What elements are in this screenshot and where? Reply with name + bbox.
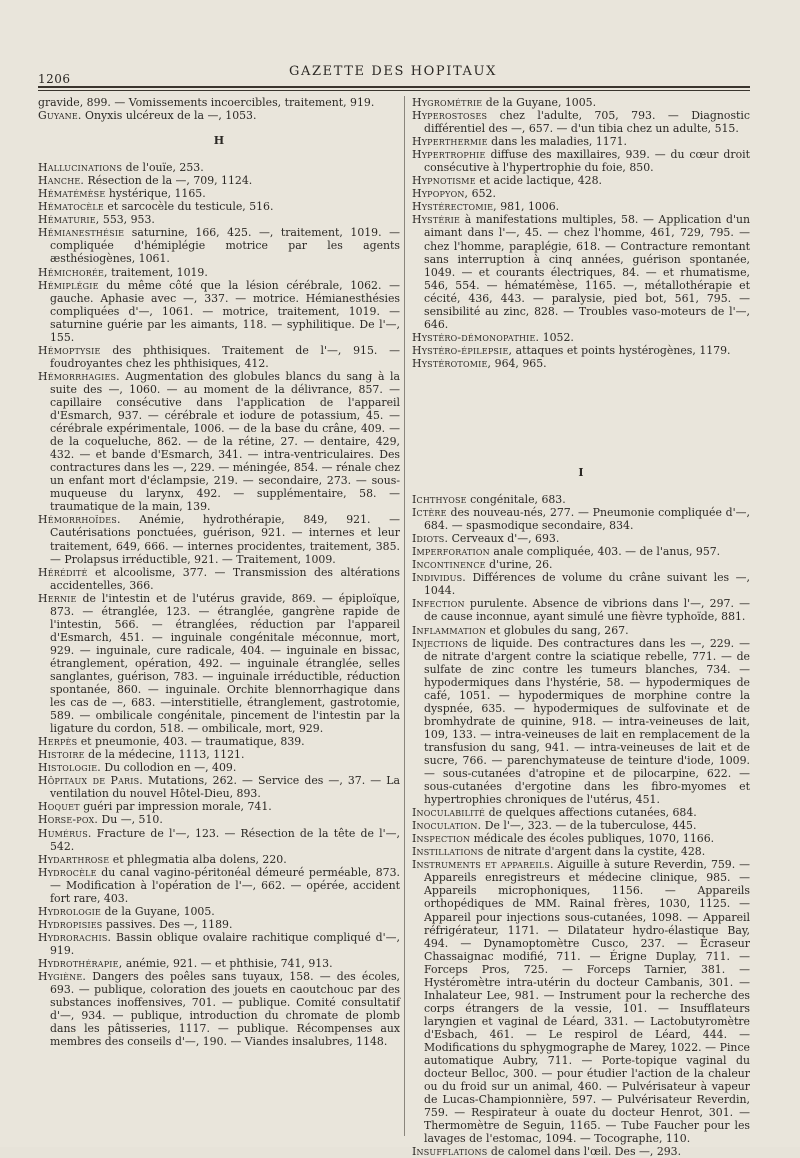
entry-text: dans les maladies, 1171. [487, 135, 628, 149]
entry-text: Fracture de l'—, 123. — Résection de la tête de l'—, 542. [50, 826, 400, 853]
entry-heading: Incontinence [412, 558, 486, 572]
index-entry [38, 905, 400, 918]
entry-text: de l'ouïe, 253. [122, 161, 204, 175]
entry-text: Dangers des poêles sans tuyaux, 158. — des écoles, 693. — publique, coloration des jouets en caoutchouc par des substances inoffensives, 701. — publique. Comité consultatif d'—, 934. — publique, introduction du chromate de plomb dans les pâtisseries, 1117. — publique. Récompenses aux membres des conseils d'—, 190. — Viandes insalubres, 1148. [50, 970, 400, 1049]
entry-text: Onyxis ulcéreux de la —, 1053. [81, 109, 257, 123]
entry-heading: Hémorrhagies. [38, 369, 120, 383]
entry-heading: Hypertrophie [412, 148, 486, 162]
entry-text: Résection de la —, 709, 1124. [84, 174, 253, 188]
entry-text: guéri par impression morale, 741. [79, 800, 272, 814]
entry-heading: Histoire [38, 748, 85, 762]
entry-text: saturnine, 166, 425. —, traitement, 1019. — compliquée d'hémiplégie motrice par les agents æsthésiogènes, 1061. [50, 226, 400, 266]
entry-heading: Hémiplégie [38, 278, 99, 292]
entry-heading: Injections [412, 636, 469, 650]
entry-text: médicale des écoles publiques, 1070, 1166. [470, 832, 715, 846]
entry-text: des phthisiques. Traitement de l'—, 915. — foudroyantes chez les phthisiques, 412. [50, 343, 400, 370]
entry-heading: Herpès [38, 735, 78, 749]
entry-text: traitement, 1019. [107, 265, 208, 279]
entry-heading: Hérédité [38, 565, 88, 579]
header-rule-thick [38, 86, 750, 88]
index-entry [412, 148, 750, 174]
index-entries-h-continued [412, 96, 750, 370]
index-entry [38, 279, 400, 344]
index-entry [38, 748, 400, 761]
entry-heading: Hystérie [412, 213, 461, 227]
index-entry [38, 344, 400, 370]
index-entry [412, 1145, 750, 1158]
entry-text: congénitale, 683. [466, 493, 566, 507]
entry-heading: Ichthyose [412, 493, 467, 507]
entry-text: Du collodion en —, 409. [100, 761, 237, 775]
entry-text: chez l'adulte, 705, 793. — Diagnostic différentiel des —, 657. — d'un tibia chez un adulte, 515. [424, 109, 750, 136]
entry-heading: Idiots. [412, 532, 449, 546]
entry-text: diffuse des maxillaires, 939. — du cœur droit consécutive à l'hypertrophie du foie, 850. [424, 148, 750, 175]
index-entry [38, 827, 400, 853]
entry-heading: Individus. [412, 571, 466, 585]
entry-text: Bassin oblique ovalaire rachitique compliqué d'—, 919. [50, 930, 400, 957]
index-entry [38, 161, 400, 174]
index-entry [412, 109, 750, 135]
index-entry [38, 109, 400, 122]
entry-heading: Hémichorée, [38, 265, 108, 279]
index-entry [412, 858, 750, 1145]
section-letter-h: H [213, 134, 225, 148]
entry-text: et pneumonie, 403. — traumatique, 839. [77, 735, 305, 749]
entry-text: 652. [468, 187, 496, 201]
entry-text: de quelques affections cutanées, 684. [485, 806, 697, 820]
entry-heading: Inspection [412, 832, 471, 846]
entry-heading: Hoquet [38, 800, 80, 814]
entry-heading: Hyperostoses [412, 109, 488, 123]
entry-text: Du —, 510. [98, 813, 163, 827]
index-entry [38, 566, 400, 592]
entry-text: et globules du sang, 267. [486, 623, 629, 637]
index-entry [412, 506, 750, 532]
index-entry [38, 174, 400, 187]
entry-heading: Horse-pox. [38, 813, 99, 827]
entry-text: De l'—, 323. — de la tuberculose, 445. [481, 819, 697, 833]
index-entry [38, 918, 400, 931]
entry-heading: Imperforation [412, 545, 490, 559]
entry-heading: Instruments et appareils. [412, 858, 554, 872]
index-entry [412, 545, 750, 558]
entry-heading: Hydrothérapie, [38, 957, 123, 970]
entry-heading: Hystéro-démonopathie. [412, 330, 540, 344]
index-entry [412, 532, 750, 545]
journal-title: GAZETTE DES HOPITAUX [289, 64, 497, 79]
entry-text: 981, 1006. [496, 200, 560, 214]
entry-heading: Infection [412, 597, 465, 611]
entry-heading: Hématémèse [38, 187, 106, 201]
entry-heading: Inoculabilité [412, 806, 486, 820]
entry-text: de l'intestin et de l'utérus gravide, 869. — épiploïque, 873. — étranglée, 123. — étranglée, gangrène rapide de l'intestin, 566. — étranglées, réduction par l'appareil d'Esmarch, 451. — inguinale congénitale méconnue, mort, 929. — inguinale, cure radicale, 404. — inguinale en bissac, étranglement, opération, 492. — inguinale étranglée, selles sanglantes, guérison, 783. — inguinale irréductible, réduction spontanée, 860. — inguinale. Orchite blennorrhagique dans les cas de —, 683. —interstitielle, étranglement, gastrotomie, 589. — ombilicale congénitale, pincement de l'intestin par la ligature du cordon, 518. — ombilicale, mort, 929. [50, 591, 400, 736]
index-entry [412, 558, 750, 571]
index-entry [412, 174, 750, 187]
entry-heading: Inflammation [412, 623, 487, 637]
index-entry [412, 597, 750, 623]
entry-text: 964, 965. [491, 356, 547, 370]
index-entry [412, 331, 750, 344]
entry-text: 1052. [539, 330, 574, 344]
entry-text: de nitrate d'argent dans la cystite, 428. [483, 845, 706, 859]
index-entry [38, 96, 400, 109]
index-entry [412, 819, 750, 832]
entry-heading: Hanche. [38, 174, 85, 188]
left-column [38, 96, 400, 1048]
entry-heading: Hémorrhoïdes. [38, 513, 121, 527]
entry-text: 553, 953. [99, 213, 155, 227]
index-entry [412, 357, 750, 370]
entry-heading: Instillations [412, 845, 484, 859]
index-entry [38, 931, 400, 957]
index-entry [38, 200, 400, 213]
section-letter-i: I [578, 465, 584, 479]
entry-text: Différences de volume du crâne suivant les —, 1044. [424, 571, 750, 598]
index-entry [412, 832, 750, 845]
entry-text: passives. Des —, 1189. [102, 917, 233, 931]
index-entry [38, 774, 400, 800]
index-entries-i [412, 493, 750, 1158]
index-entry [38, 761, 400, 774]
index-entry [38, 735, 400, 748]
entry-text: et acide lactique, 428. [475, 174, 602, 188]
entry-heading: Ictère [412, 506, 447, 520]
index-entry [38, 866, 400, 905]
index-entry [412, 96, 750, 109]
entry-heading: Hôpitaux de Paris. [38, 774, 143, 788]
entry-text: du même côté que la lésion cérébrale, 1062. — gauche. Aphasie avec —, 337. — motrice. Hémianesthésies compliquées d'—, 1061. — motrice, traitement, 1019. — saturnine guérie par les aimants, 118. — syphilitique. De l'—, 155. [50, 278, 400, 344]
entry-heading: Hypopyon, [412, 187, 469, 201]
index-entry [38, 370, 400, 514]
entry-heading: Hydrocèle [38, 865, 97, 879]
entry-heading: Hallucinations [38, 161, 123, 175]
entry-text: des nouveau-nés, 277. — Pneumonie compliquée d'—, 684. — spasmodique secondaire, 834. [424, 506, 750, 533]
index-entry [38, 800, 400, 813]
entry-heading: Hystérectomie, [412, 200, 497, 214]
entry-heading: Hydropisies [38, 917, 103, 931]
index-entry [38, 187, 400, 200]
index-entry [38, 213, 400, 226]
intro-entries [38, 96, 400, 122]
entry-heading: Hystérotomie, [412, 356, 492, 370]
index-entry [412, 571, 750, 597]
entry-text: de calomel dans l'œil. Des —, 293. [487, 1145, 682, 1158]
index-entry [38, 226, 400, 265]
entry-text: purulente. Absence de vibrions dans l'—, 297. — de cause inconnue, ayant simulé une fièvre typhoïde, 881. [424, 597, 750, 624]
entry-heading: Hernie [38, 591, 77, 605]
entry-heading: Hygrométrie [412, 96, 483, 109]
right-column [412, 96, 750, 1158]
entry-heading: Hydrorachis. [38, 930, 112, 944]
header-rule-thin [38, 90, 750, 91]
entry-heading: Hypnotisme [412, 174, 476, 188]
entry-heading: Inoculation. [412, 819, 482, 833]
entry-heading: Insufflations [412, 1145, 488, 1158]
index-entry [412, 624, 750, 637]
index-entry [38, 592, 400, 736]
entry-heading: Hystéro-épilepsie, [412, 343, 513, 357]
entry-text: attaques et points hystérogènes, 1179. [512, 343, 731, 357]
entry-text: de la Guyane, 1005. [101, 904, 215, 918]
entry-text: Cerveaux d'—, 693. [448, 532, 560, 546]
index-entry [412, 213, 750, 330]
page-number: 1206 [38, 72, 71, 86]
entry-text: et phlegmatia alba dolens, 220. [109, 852, 287, 866]
entry-text: anémie, 921. — et phthisie, 741, 913. [122, 957, 333, 970]
index-entries-h [38, 161, 400, 1048]
index-entry [412, 493, 750, 506]
index-entry [38, 513, 400, 565]
index-entry [412, 637, 750, 807]
entry-heading: Hydrologie [38, 904, 102, 918]
entry-text: à manifestations multiples, 58. — Application d'un aimant dans l'—, 45. — chez l'homme, 461, 729, 795. — chez l'homme, paraplégie, 618. — Contracture remontant sans interruption à cinq années, guérison spontanée, 1049. — et courants électriques, 84. — et rhumatisme, 546, 554. — hématémèse, 1165. —, métallothérapie et cécité, 436, 443. — paralysie, pied bot, 561, 795. — sensibilité au zinc, 828. — Troubles vaso-moteurs de l'—, 646. [424, 213, 750, 331]
entry-heading: Hématurie, [38, 213, 100, 227]
index-entry [38, 266, 400, 279]
entry-heading: Histologie. [38, 761, 101, 775]
index-entry [412, 845, 750, 858]
entry-text: Anémie, hydrothérapie, 849, 921. — Cautérisations ponctuées, guérison, 921. — internes et leur traitement, 649, 666. — internes procidentes, traitement, 385. — Prolapsus irréductible, 921. — Traitement, 1009. [50, 513, 400, 566]
entry-text: de la médecine, 1113, 1121. [84, 748, 245, 762]
entry-heading: Hémianesthésie [38, 226, 125, 240]
entry-text: anale compliquée, 403. — de l'anus, 957. [489, 545, 721, 559]
entry-text: hystérique, 1165. [105, 187, 206, 201]
entry-text: de la Guyane, 1005. [482, 96, 597, 109]
index-entry [38, 957, 400, 970]
index-entry [412, 187, 750, 200]
index-entry [412, 135, 750, 148]
entry-heading: Hygiène. [38, 970, 87, 984]
column-divider [404, 96, 405, 1136]
entry-heading: Hémoptysie [38, 343, 101, 357]
entry-text: Aiguille à suture Reverdin, 759. — Appareils enregistreurs et médecine clinique, 985. — Appareils microphoniques, 1156. — Appareils orthopédiques de MM. Rainal frères, 1030, 1125. — Appareil pour injections sous-cutanées, 1098. — Appareil réfrigérateur, 1171. — Dilatateur hydro-élastique Bay, 494. — Dynamoptomètre Cusco, 237. — Écraseur Chassaignac modifié, 711. — Érigne Duplay, 711. — Forceps Pros, 725. — Forceps Tarnier, 381. — Hystéromètre intra-utérin du docteur Cambanis, 301. — Inhalateur Lee, 981. — Instrument pour la recherche des corps étrangers de la vessie, 101. — Insufflateurs laryngien et vaginal de Léard, 331. — Lactobutyromètre d'Esbach, 461. — Le respirol de Léard, 444. — Modifications du sphygmographe de Marey, 1022. — Pince automatique Aubry, 711. — Porte-topique vaginal du docteur Belloc, 300. — pour étudier l'action de la chaleur ou du froid sur un animal, 460. — Pulvérisateur à vapeur de Lucas-Championnière, 597. — Pulvérisateur Reverdin, 759. — Respirateur à ouate du docteur Henrot, 301. — Thermomètre de Seguin, 1165. — Tube Faucher pour les lavages de l'estomac, 1094. — Tocographe, 110. [424, 858, 750, 1146]
entry-text: gravide, 899. — Vomissements incoercibles, traitement, 919. [38, 96, 375, 109]
entry-text: Augmentation des globules blancs du sang à la suite des —, 1060. — au moment de la délivrance, 857. — capillaire consécutive dans l'application de l'appareil d'Esmarch, 937. — cérébrale et iodure de potassium, 45. — cérébrale expérimentale, 1006. — de la base du crâne, 409. — de la coqueluche, 862. — de la rétine, 27. — dentaire, 429, 432. — et bande d'Esmarch, 341. — intra-ventriculaires. Des contractures dans les —, 229. — méningée, 854. — rénale chez un enfant mort d'éclampsie, 219. — secondaire, 273. — sous-muqueuse du larynx, 492. — supplémentaire, 58. — traumatique de la main, 139. [50, 369, 400, 514]
index-entry [412, 806, 750, 819]
index-entry [412, 344, 750, 357]
entry-heading: Hématocèle [38, 200, 104, 214]
entry-text: et alcoolisme, 377. — Transmission des altérations accidentelles, 366. [50, 565, 400, 592]
entry-text: et sarcocèle du testicule, 516. [103, 200, 274, 214]
index-entry [38, 970, 400, 1048]
entry-text: Mutations, 262. — Service des —, 37. — La ventilation du nouvel Hôtel-Dieu, 893. [50, 774, 400, 801]
index-entry [38, 813, 400, 826]
entry-text: de liquide. Des contractures dans les —, 229. — de nitrate d'argent contre la sciatique rebelle, 771. — de sulfate de zinc contre les tumeurs blanches, 734. — hypodermiques dans l'hystérie, 58. — hypodermiques de café, 1051. — hypodermiques de morphine contre la dyspnée, 635. — hypodermiques de sulfovinate et de bromhydrate de quinine, 918. — intra-veineuses de lait, 109, 133. — intra-veineuses de lait en remplacement de la transfusion du sang, 941. — intra-veineuses de lait et de sucre, 766. — parenchymateuse de teinture d'iode, 1009. — sous-cutanées d'atropine et de pilocarpine, 622. — sous-cutanées d'ergotine dans les fibro-myomes et hypertrophies chroniques de l'utérus, 451. [424, 636, 750, 807]
index-entry [38, 853, 400, 866]
entry-heading: Hyperthermie [412, 135, 488, 149]
entry-heading: Humérus. [38, 826, 92, 840]
entry-text: d'urine, 26. [485, 558, 553, 572]
entry-heading: Guyane. [38, 109, 82, 123]
entry-heading: Hydarthrose [38, 852, 110, 866]
entry-text: du canal vagino-péritonéal démeuré perméable, 873. — Modification à l'opération de l'—, 662. — opérée, accident fort rare, 403. [50, 865, 400, 905]
index-entry [412, 200, 750, 213]
